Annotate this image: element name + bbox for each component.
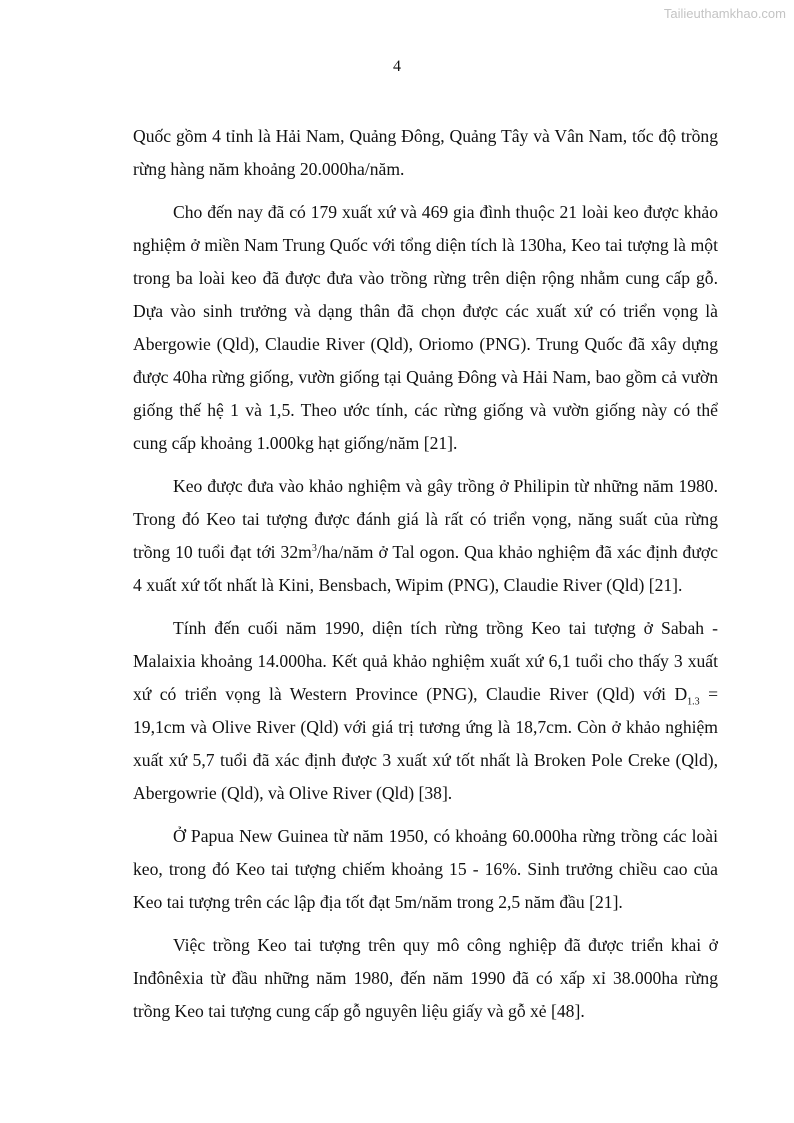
subscript-1-3: 1.3 <box>687 696 700 708</box>
paragraph-6: Việc trồng Keo tai tượng trên quy mô công nghiệp đã được triển khai ở Inđônêxia từ đầu những năm 1980, đến năm 1990 đã có xấp xỉ 38.000ha rừng trồng Keo tai tượng cung cấp gỗ nguyên liệu giấy và gỗ xẻ [48]. <box>133 935 718 1021</box>
paragraph-4-text-a: Tính đến cuối năm 1990, diện tích rừng trồng Keo tai tượng ở Sabah - Malaixia khoảng 14.000ha. Kết quả khảo nghiệm xuất xứ 6,1 tuổi cho thấy 3 xuất xứ có triển vọng là Western Province (PNG), Claudie River (Qld) với D <box>133 618 718 704</box>
watermark: Tailieuthamkhao.com <box>663 6 786 21</box>
paragraph-3-text-b: /ha/năm ở Tal ogon. Qua khảo nghiệm đã xác định được 4 xuất xứ tốt nhất là Kini, Bensbach, Wipim (PNG), Claudie River (Qld) [21]. <box>133 542 718 595</box>
page-number: 4 <box>393 58 401 75</box>
document-body <box>133 120 718 1028</box>
superscript-3: 3 <box>311 543 317 555</box>
paragraph-2: Cho đến nay đã có 179 xuất xứ và 469 gia đình thuộc 21 loài keo được khảo nghiệm ở miền Nam Trung Quốc với tổng diện tích là 130ha, Keo tai tượng là một trong ba loài keo đã được đưa vào trồng rừng trên diện rộng nhằm cung cấp gỗ. Dựa vào sinh trưởng và dạng thân đã chọn được các xuất xứ có triển vọng là Abergowie (Qld), Claudie River (Qld), Oriomo (PNG). Trung Quốc đã xây dựng được 40ha rừng giống, vườn giống tại Quảng Đông và Hải Nam, bao gồm cả vườn giống thế hệ 1 và 1,5. Theo ước tính, các rừng giống và vườn giống này có thể cung cấp khoảng 1.000kg hạt giống/năm [21]. <box>133 202 718 453</box>
paragraph-3 <box>133 470 718 602</box>
paragraph-5: Ở Papua New Guinea từ năm 1950, có khoảng 60.000ha rừng trồng các loài keo, trong đó Keo tai tượng chiếm khoảng 15 - 16%. Sinh trưởng chiều cao của Keo tai tượng trên các lập địa tốt đạt 5m/năm trong 2,5 năm đầu [21]. <box>133 826 718 912</box>
paragraph-4-text-b: = 19,1cm và Olive River (Qld) với giá trị tương ứng là 18,7cm. Còn ở khảo nghiệm xuất xứ 5,7 tuổi đã xác định được 3 xuất xứ tốt nhất là Broken Pole Creke (Qld), Abergowrie (Qld), và Olive River (Qld) [38]. <box>133 684 718 803</box>
paragraph-4 <box>133 612 718 810</box>
paragraph-1: Quốc gồm 4 tỉnh là Hải Nam, Quảng Đông, Quảng Tây và Vân Nam, tốc độ trồng rừng hàng năm khoảng 20.000ha/năm. <box>133 126 718 179</box>
paragraph-3-text-a: Keo được đưa vào khảo nghiệm và gây trồng ở Philipin từ những năm 1980. Trong đó Keo tai tượng được đánh giá là rất có triển vọng, năng suất của rừng trồng 10 tuổi đạt tới 32m <box>133 476 718 562</box>
